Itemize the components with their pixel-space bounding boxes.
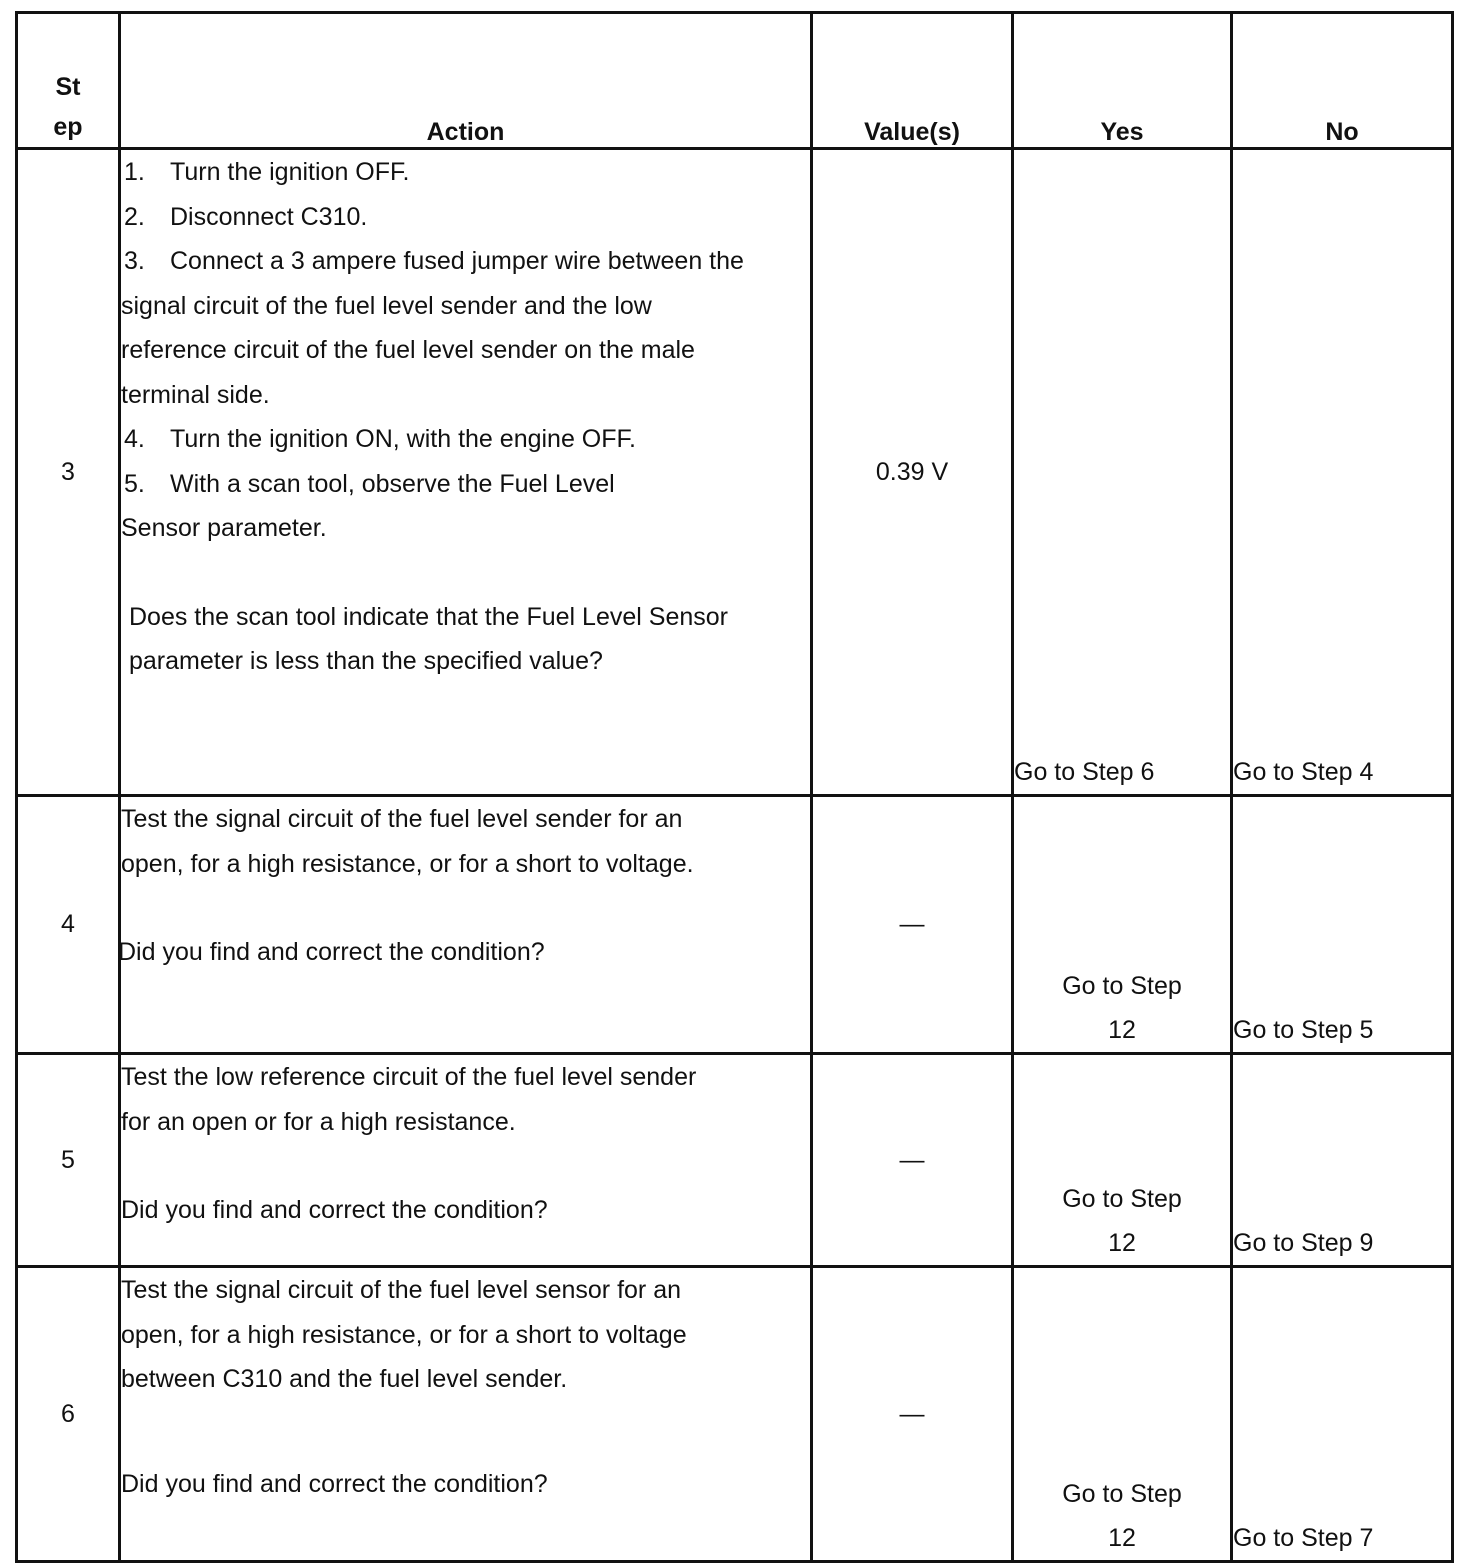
action-step-text: Turn the ignition ON, with the engine OFF. <box>170 425 636 453</box>
no-cell: Go to Step 7 <box>1232 1267 1453 1562</box>
action-step-text: Connect a 3 ampere fused jumper wire between the signal circuit of the fuel level sender and the low reference circuit of the fuel level sender on the male terminal side. <box>121 247 744 409</box>
action-question: Did you find and correct the condition? <box>118 938 545 966</box>
header-no: No <box>1232 13 1453 149</box>
action-cell <box>120 149 812 796</box>
header-row <box>17 13 1453 149</box>
yes-cell: Go to Step 6 <box>1013 149 1232 796</box>
action-step-text: With a scan tool, observe the Fuel Level Sensor parameter. <box>121 469 615 542</box>
action-text: Test the signal circuit of the fuel level sensor for an open, for a high resistance, or for a short to voltage between C310 and the fuel level sender. <box>121 1276 687 1393</box>
value-cell: 0.39 V <box>812 149 1013 796</box>
yes-text: Go to Step 12 <box>1062 1480 1182 1552</box>
action-question: Did you find and correct the condition? <box>121 1196 548 1224</box>
yes-cell <box>1013 1054 1232 1267</box>
action-text: Test the low reference circuit of the fuel level sender for an open or for a high resistance. <box>121 1063 697 1136</box>
action-question: Does the scan tool indicate that the Fuel Level Sensor parameter is less than the specified value? <box>129 602 728 675</box>
value-cell <box>812 796 1013 1054</box>
action-step-number: 3. <box>124 247 145 275</box>
action-text: Test the signal circuit of the fuel level sender for an open, for a high resistance, or for a short to voltage. <box>121 805 694 878</box>
step-number: 5 <box>17 1054 120 1267</box>
header-yes: Yes <box>1013 13 1232 149</box>
action-question: Did you find and correct the condition? <box>121 1469 548 1498</box>
step-number: 3 <box>17 149 120 796</box>
action-step <box>121 195 810 240</box>
action-step-text: Turn the ignition OFF. <box>170 158 410 186</box>
table-row <box>17 796 1453 1054</box>
yes-cell <box>1013 796 1232 1054</box>
value-dash: — <box>899 1399 925 1428</box>
action-step <box>121 239 810 417</box>
step-number: 4 <box>17 796 120 1054</box>
action-step-number: 1. <box>124 158 145 186</box>
no-cell: Go to Step 5 <box>1232 796 1453 1054</box>
table-row <box>17 149 1453 796</box>
no-cell: Go to Step 4 <box>1232 149 1453 796</box>
value-dash: — <box>899 1145 925 1174</box>
header-step-line2: ep <box>53 113 83 141</box>
action-cell <box>120 1054 812 1267</box>
action-cell <box>120 796 812 1054</box>
header-values: Value(s) <box>812 13 1013 149</box>
value-cell <box>812 1267 1013 1562</box>
table-row <box>17 1054 1453 1267</box>
action-step-number: 2. <box>124 202 145 231</box>
yes-cell <box>1013 1267 1232 1562</box>
value-dash: — <box>899 910 925 938</box>
action-steps-list <box>121 150 810 551</box>
action-step-number: 5. <box>124 469 145 498</box>
header-step-line1: St <box>55 73 81 101</box>
diagnostic-table <box>15 11 1454 1563</box>
action-step-text: Disconnect C310. <box>170 202 368 231</box>
action-step <box>121 462 810 551</box>
action-cell <box>120 1267 812 1562</box>
action-step <box>121 150 810 195</box>
table-row <box>17 1267 1453 1562</box>
yes-text: Go to Step 12 <box>1062 972 1182 1044</box>
no-cell: Go to Step 9 <box>1232 1054 1453 1267</box>
header-step <box>17 13 120 149</box>
step-number: 6 <box>17 1267 120 1562</box>
header-action: Action <box>120 13 812 149</box>
action-step-number: 4. <box>124 425 145 453</box>
value-cell <box>812 1054 1013 1267</box>
yes-text: Go to Step 12 <box>1062 1185 1182 1257</box>
action-step <box>121 417 810 462</box>
